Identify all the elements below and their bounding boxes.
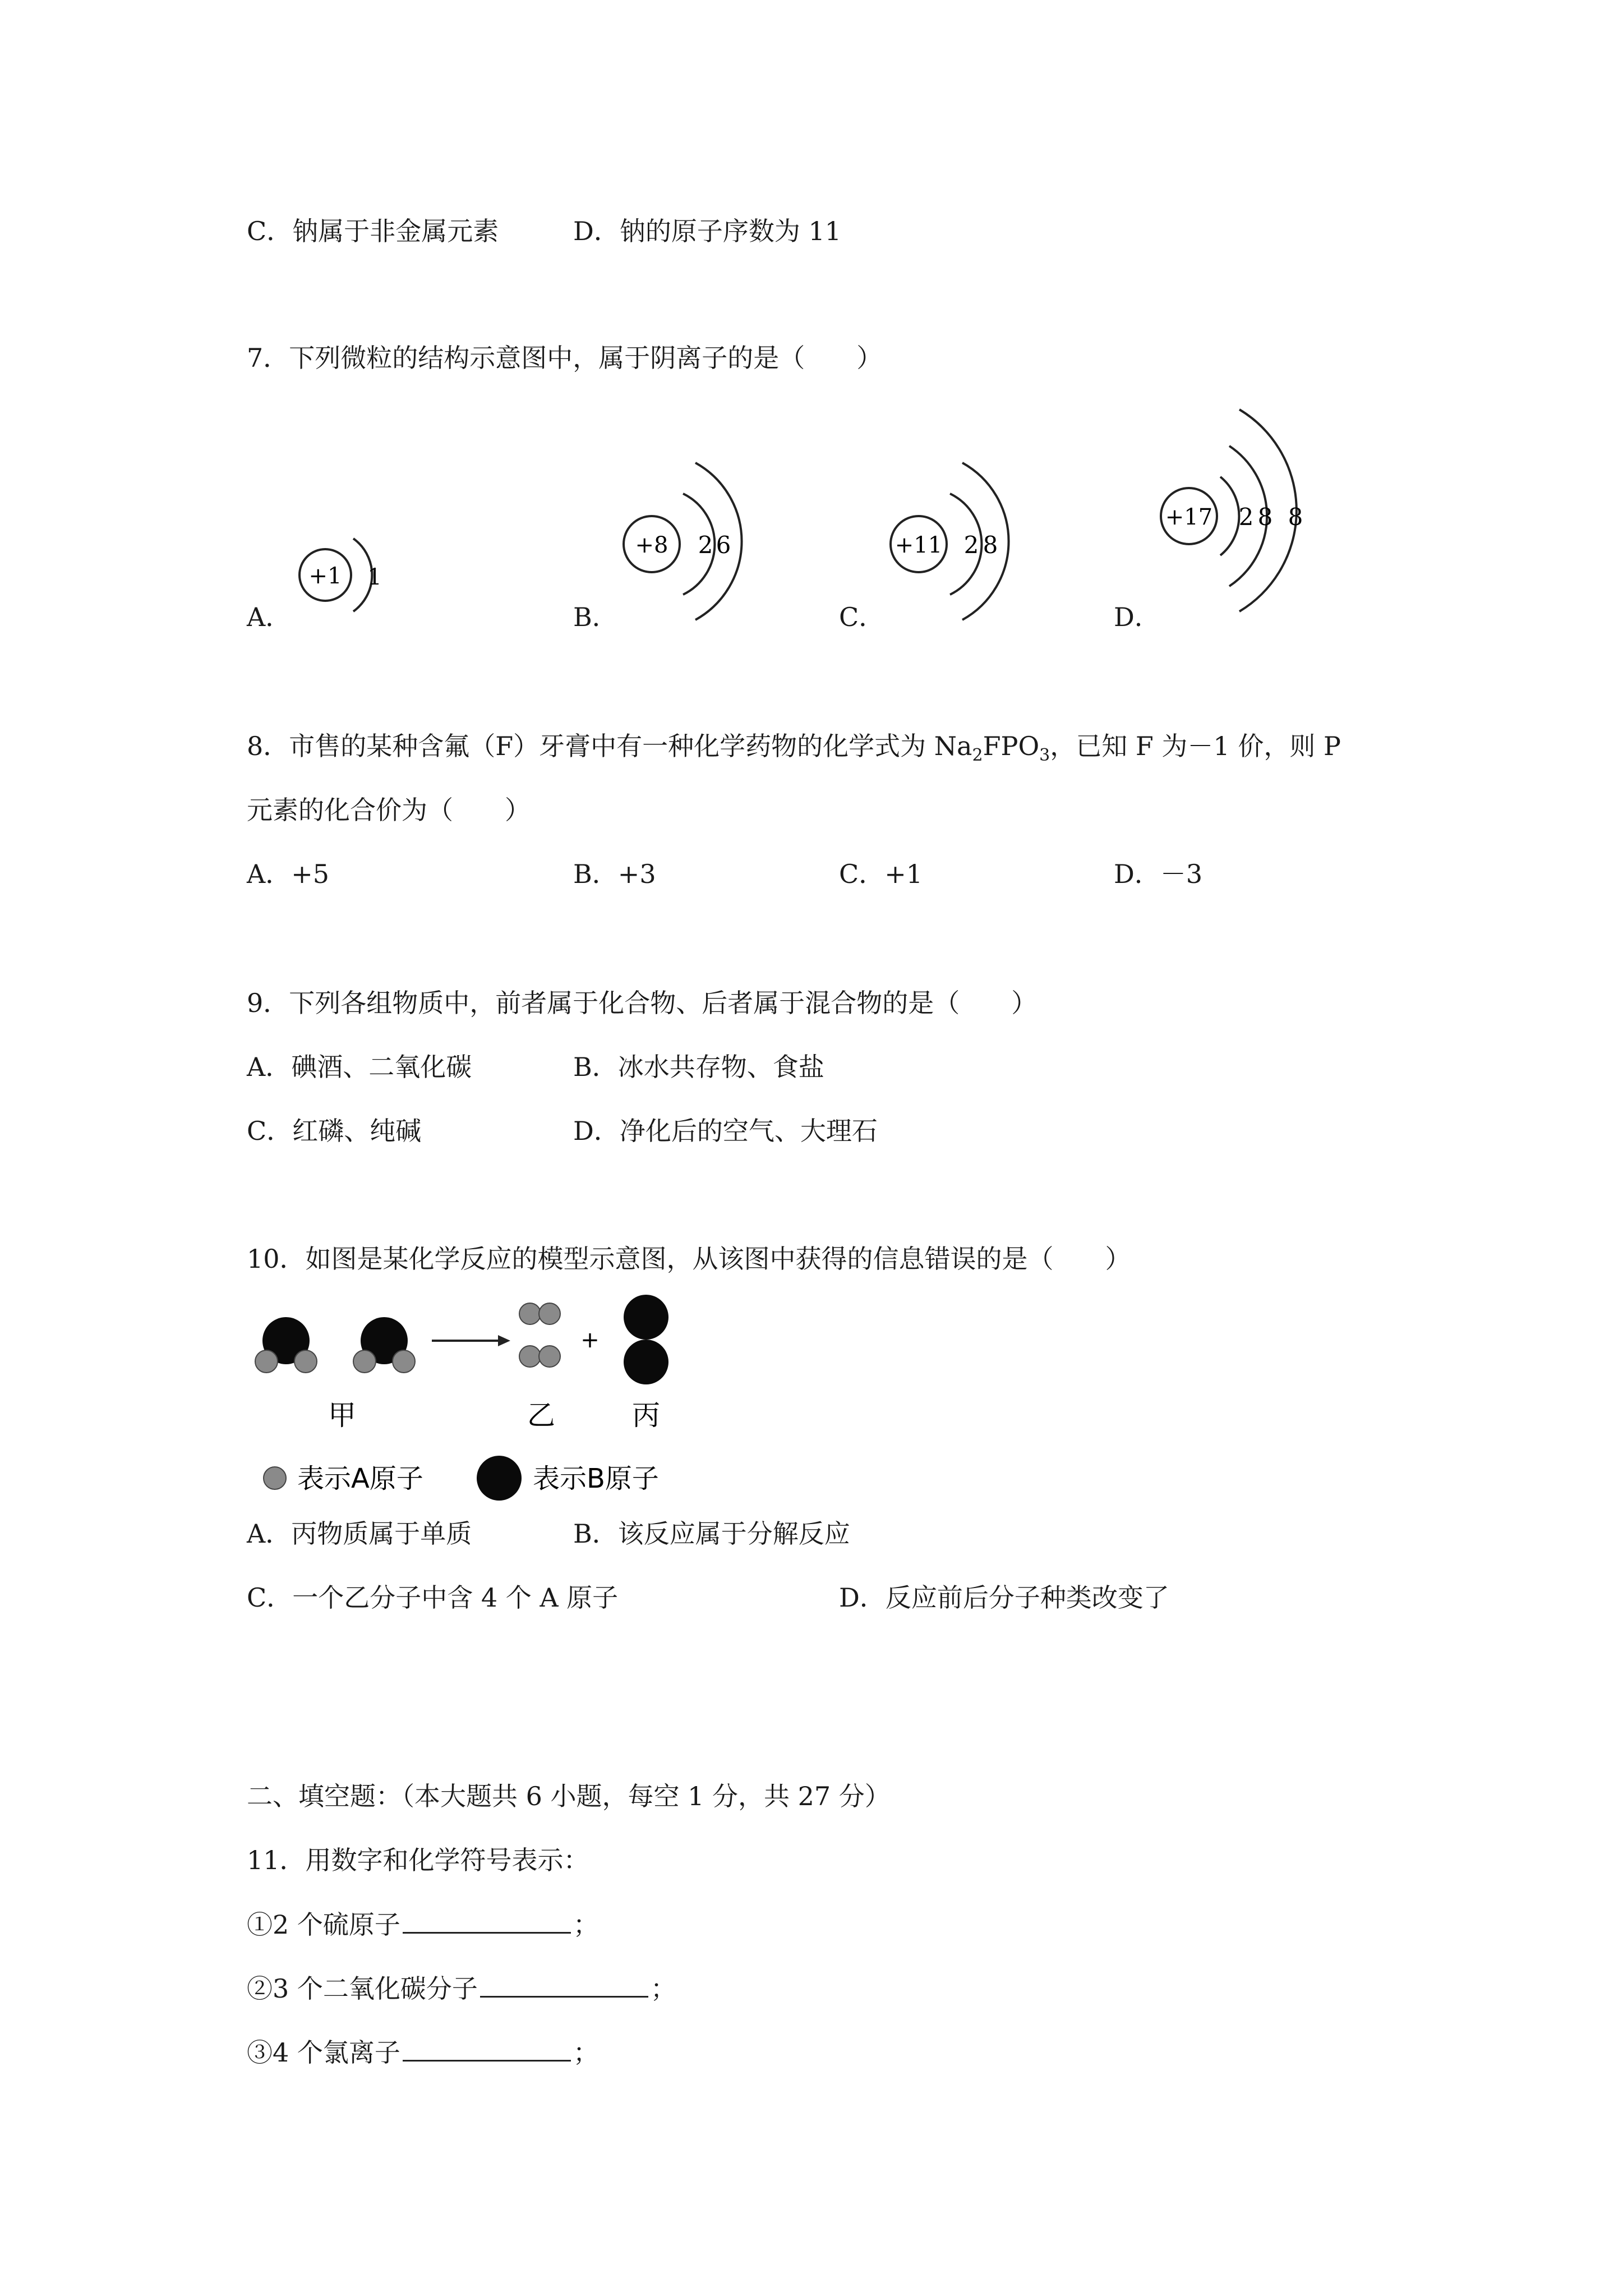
nucleus-charge-b: +8 xyxy=(635,532,668,558)
atom-diagram-a xyxy=(286,533,409,634)
answer-blank-2[interactable] xyxy=(480,1971,648,1998)
q10-option-d: D．反应前后分子种类改变了 xyxy=(839,1582,1169,1613)
legend-atom-b-label: 表示B原子 xyxy=(533,1463,659,1494)
plus-sign: + xyxy=(580,1327,600,1353)
shell-electrons-a1: 1 xyxy=(367,564,382,590)
atom-b xyxy=(624,1340,668,1384)
atom-a xyxy=(539,1303,560,1324)
reaction-model-diagram xyxy=(247,1290,707,1503)
q10-stem: 10．如图是某化学反应的模型示意图，从该图中获得的信息错误的是（ ） xyxy=(247,1244,1131,1274)
nucleus-charge-c: +11 xyxy=(895,532,943,558)
q7-label-b: B． xyxy=(573,602,618,632)
q10-option-b: B．该反应属于分解反应 xyxy=(573,1519,850,1549)
atom-a xyxy=(353,1350,376,1373)
q6-option-d: D．钠的原子序数为 11 xyxy=(573,216,842,246)
nucleus-charge-a: +1 xyxy=(308,563,342,589)
electron-shell-d1 xyxy=(1220,477,1239,555)
shell-electrons-d1: 2 xyxy=(1238,503,1254,531)
label-bing: 丙 xyxy=(632,1399,660,1432)
q7-label-c: C． xyxy=(839,602,885,632)
q8-option-b: B．+3 xyxy=(573,859,656,889)
q9-option-c: C．红磷、纯碱 xyxy=(247,1116,422,1146)
atom-a xyxy=(255,1350,278,1373)
q8-stem-line1: 8．市售的某种含氟（F）牙膏中有一种化学药物的化学式为 $Na_2FPO_3$，已知 F 为－1 价，则 P xyxy=(247,731,1341,765)
atom-b xyxy=(624,1295,668,1340)
shell-electrons-d3: 8 xyxy=(1288,503,1303,531)
q6-option-c: C．钠属于非金属元素 xyxy=(247,216,499,246)
q10-option-a: A．丙物质属于单质 xyxy=(247,1519,472,1549)
q10-option-c: C．一个乙分子中含 4 个 A 原子 xyxy=(247,1582,619,1613)
atom-a xyxy=(519,1346,541,1367)
atom-a xyxy=(393,1350,415,1373)
arrow-head xyxy=(498,1335,510,1346)
atom-diagram-b xyxy=(611,454,757,623)
shell-electrons-c1: 2 xyxy=(963,531,979,559)
q11-item-2: ②3 个二氧化碳分子 ； xyxy=(247,1971,676,2005)
q9-stem: 9．下列各组物质中，前者属于化合物、后者属于混合物的是（ ） xyxy=(247,988,1038,1018)
label-jia: 甲 xyxy=(328,1399,356,1432)
q7-label-a: A． xyxy=(247,602,292,632)
nucleus-charge-d: +17 xyxy=(1165,504,1213,530)
atom-diagram-c xyxy=(880,454,1026,623)
atom-a xyxy=(294,1350,317,1373)
q8-option-d: D．－3 xyxy=(1114,859,1203,889)
q11-item-3: ③4 个氯离子 ； xyxy=(247,2035,599,2069)
atom-a xyxy=(539,1346,560,1367)
atom-a xyxy=(519,1303,541,1324)
legend-atom-b-icon xyxy=(477,1456,522,1501)
shell-electrons-b1: 2 xyxy=(698,531,713,559)
q11-item-1: ①2 个硫原子 ； xyxy=(247,1907,599,1941)
q9-option-b: B．冰水共存物、食盐 xyxy=(573,1052,824,1082)
shell-electrons-b2: 6 xyxy=(716,531,731,559)
q9-option-a: A．碘酒、二氧化碳 xyxy=(247,1052,472,1082)
shell-electrons-d2: 8 xyxy=(1257,503,1273,531)
q8-option-c: C．+1 xyxy=(839,859,923,889)
section2-heading: 二、填空题：（本大题共 6 小题，每空 1 分，共 27 分） xyxy=(247,1781,891,1811)
q7-stem: 7．下列微粒的结构示意图中，属于阴离子的是（ ） xyxy=(247,343,883,373)
q8-option-a: A．+5 xyxy=(247,859,330,889)
q8-stem-line2: 元素的化合价为（ ） xyxy=(247,795,531,825)
answer-blank-3[interactable] xyxy=(403,2035,571,2062)
legend-atom-a-icon xyxy=(264,1467,286,1489)
label-yi: 乙 xyxy=(527,1399,555,1432)
legend-atom-a-label: 表示A原子 xyxy=(297,1463,423,1494)
q11-stem: 11．用数字和化学符号表示： xyxy=(247,1845,589,1875)
q7-label-d: D． xyxy=(1114,602,1160,632)
answer-blank-1[interactable] xyxy=(403,1907,571,1934)
q9-option-d: D．净化后的空气、大理石 xyxy=(573,1116,878,1146)
shell-electrons-c2: 8 xyxy=(983,531,998,559)
atom-diagram-d xyxy=(1155,404,1318,617)
